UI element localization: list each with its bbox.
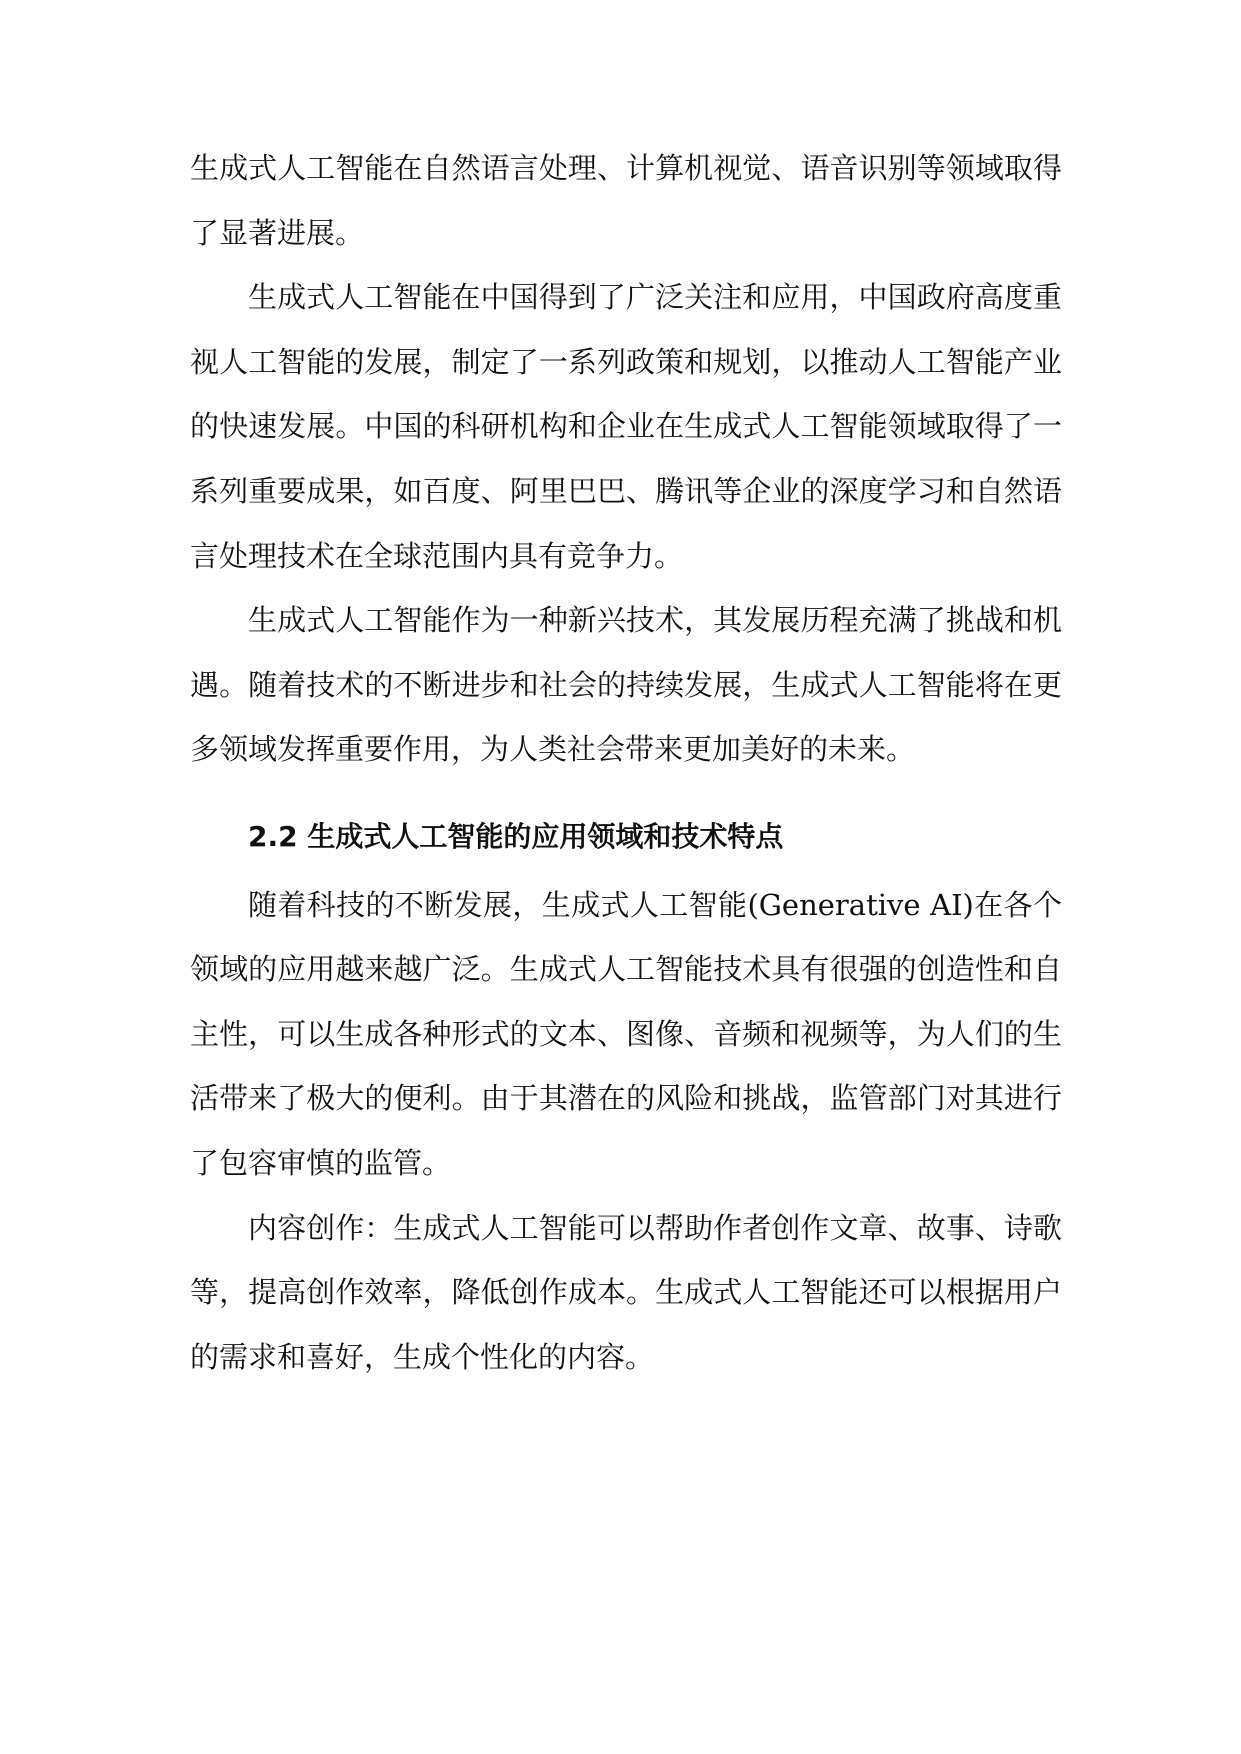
paragraph-2: 生成式人工智能在中国得到了广泛关注和应用，中国政府高度重视人工智能的发展，制定了一系列政策和规划，以推动人工智能产业的快速发展。中国的科研机构和企业在生成式人工智能领域取得了一系列重要成果，如百度、阿里巴巴、腾讯等企业的深度学习和自然语言处理技术在全球范围内具有竞争力。	[190, 280, 1062, 573]
paragraph-4: 随着科技的不断发展，生成式人工智能(Generative AI)在各个领域的应用越来越广泛。生成式人工智能技术具有很强的创造性和自主性，可以生成各种形式的文本、图像、音频和视频等，为人们的生活带来了极大的便利。由于其潜在的风险和挑战，监管部门对其进行了包容审慎的监管。	[190, 887, 1062, 1180]
paragraph-5: 内容创作：生成式人工智能可以帮助作者创作文章、故事、诗歌等，提高创作效率，降低创作成本。生成式人工智能还可以根据用户的需求和喜好，生成个性化的内容。	[190, 1210, 1062, 1374]
section-heading: 2.2 生成式人工智能的应用领域和技术特点	[248, 819, 784, 853]
paragraph-3: 生成式人工智能作为一种新兴技术，其发展历程充满了挑战和机遇。随着技术的不断进步和社会的持续发展，生成式人工智能将在更多领域发挥重要作用，为人类社会带来更加美好的未来。	[190, 603, 1062, 767]
document-body	[190, 136, 1062, 1389]
paragraph-1: 生成式人工智能在自然语言处理、计算机视觉、语音识别等领域取得了显著进展。	[190, 151, 1062, 250]
